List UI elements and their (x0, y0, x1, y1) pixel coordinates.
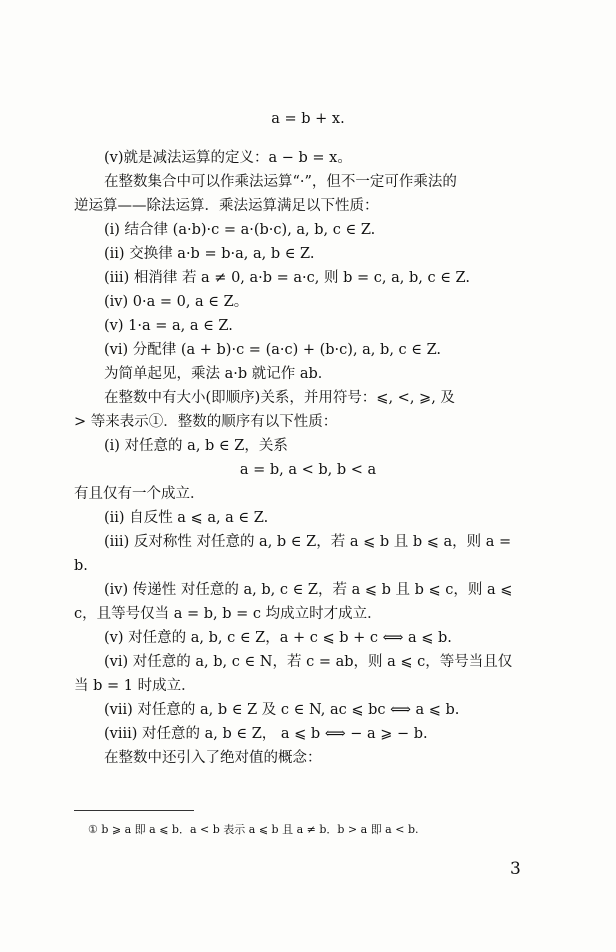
property-associative: (i) 结合律 (a·b)·c = a·(b·c), a, b, c ∈ Z. (104, 222, 376, 238)
page-number: 3 (510, 859, 521, 879)
text-line: 在整数中有大小(即顺序)关系，并用符号：⩽, <, ⩾, 及 (104, 390, 455, 406)
footnote-divider (74, 810, 194, 811)
equation-a-equals-b-plus-x: a = b + x. (271, 111, 345, 127)
text-line: > 等来表示①．整数的顺序有以下性质： (74, 414, 338, 430)
text-line: 逆运算——除法运算．乘法运算满足以下性质： (74, 198, 379, 214)
order-property-vii: (vii) 对任意的 a, b ∈ Z 及 c ∈ N, ac ⩽ bc ⟺ a ⩽ b. (104, 702, 460, 718)
property-commutative: (ii) 交换律 a·b = b·a, a, b ∈ Z. (104, 246, 315, 262)
footnote: ① b ⩾ a 即 a ⩽ b．a < b 表示 a ⩽ b 且 a ≠ b．b > a 即 a < b. (88, 823, 419, 836)
order-property-antisymmetric: (iii) 反对称性 对任意的 a, b ∈ Z，若 a ⩽ b 且 b ⩽ a，则 a = (104, 534, 512, 550)
text-line: 在整数集合中可以作乘法运算“·”，但不一定可作乘法的 (104, 174, 457, 190)
text-line: 有且仅有一个成立． (74, 486, 205, 502)
text-line: 在整数中还引入了绝对值的概念： (104, 750, 322, 766)
text-line: b. (74, 558, 88, 574)
text-line: 为简单起见，乘法 a·b 就记作 ab． (104, 366, 333, 382)
text-line: (v)就是减法运算的定义：a − b = x。 (104, 150, 352, 166)
order-property-vi: (vi) 对任意的 a, b, c ∈ N，若 c = ab，则 a ⩽ c，等号当且仅 (104, 654, 513, 670)
property-one: (v) 1·a = a, a ∈ Z. (104, 318, 233, 334)
property-cancellation: (iii) 相消律 若 a ≠ 0, a·b = a·c, 则 b = c, a, b, c ∈ Z. (104, 270, 470, 286)
order-property-reflexive: (ii) 自反性 a ⩽ a, a ∈ Z. (104, 510, 269, 526)
text-line: 当 b = 1 时成立． (74, 678, 196, 694)
property-distributive: (vi) 分配律 (a + b)·c = (a·c) + (b·c), a, b, c ∈ Z. (104, 342, 442, 358)
trichotomy-equation: a = b, a < b, b < a (239, 462, 377, 478)
text-line: c，且等号仅当 a = b, b = c 均成立时才成立． (74, 606, 382, 622)
order-property-viii: (viii) 对任意的 a, b ∈ Z， a ⩽ b ⟺ − a ⩾ − b. (104, 726, 428, 742)
order-property-transitive: (iv) 传递性 对任意的 a, b, c ∈ Z，若 a ⩽ b 且 b ⩽ c，则 a ⩽ (104, 582, 513, 598)
property-zero: (iv) 0·a = 0, a ∈ Z。 (104, 294, 249, 310)
order-property-v: (v) 对任意的 a, b, c ∈ Z，a + c ⩽ b + c ⟺ a ⩽ b. (104, 630, 452, 646)
order-property-i: (i) 对任意的 a, b ∈ Z，关系 (104, 438, 288, 454)
